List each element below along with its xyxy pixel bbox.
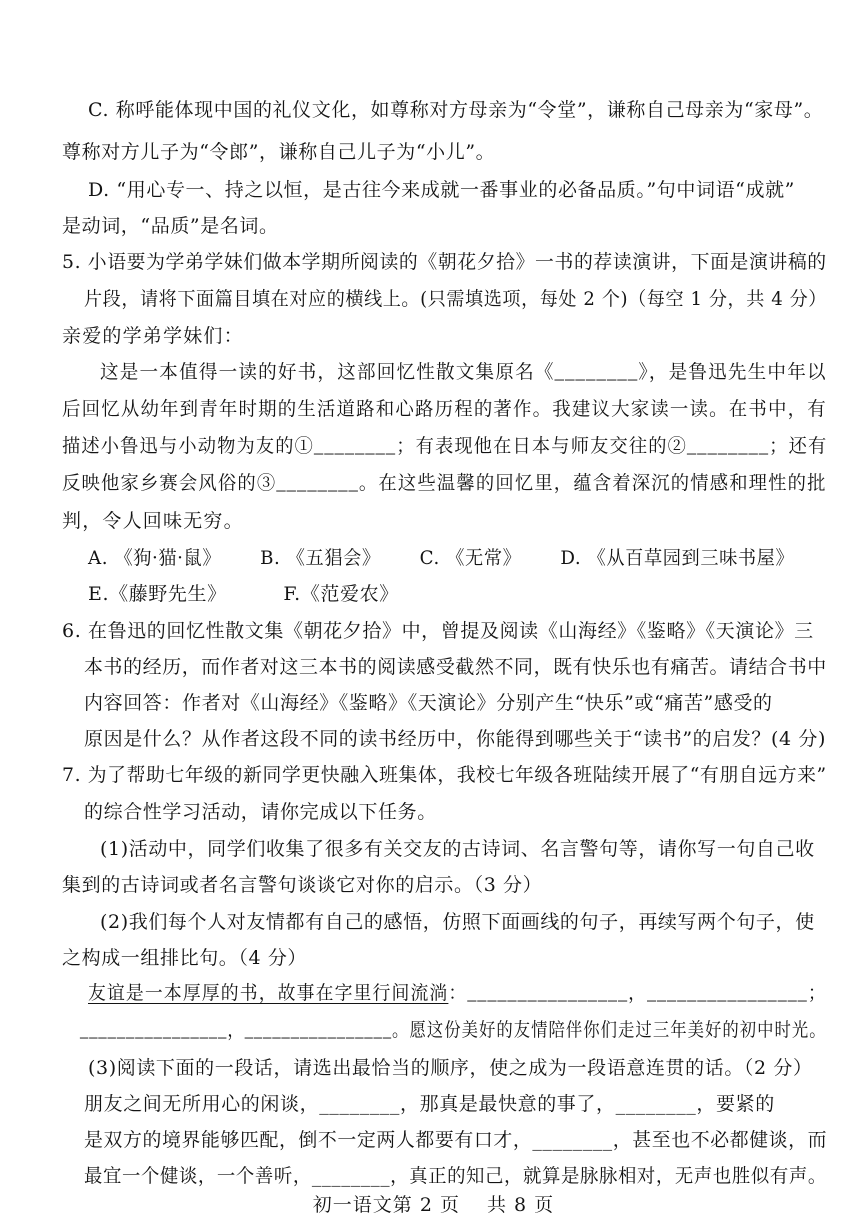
q7-sub2-line4: ________________，________________。愿这份美好的友情陪伴你们走过三年美好的初中时光。 [80,1020,827,1041]
q5-options-row1 [88,546,827,570]
q7-sub2-example-line [88,982,827,1006]
total-pages-label: 共 8 页 [487,1194,555,1216]
q6-prompt-line4: 原因是什么？从作者这段不同的读书经历中，你能得到哪些关于“读书”的启发？(4 分) [84,728,826,750]
q5-prompt-line2: 片段，请将下面篇目填在对应的横线上。(只需填选项，每处 2 个)（每空 1 分，共 4 分） [84,288,827,310]
q5-option-e: E.《藤野先生》 [88,583,227,605]
q7-sub2-line2: 之构成一组排比句。（4 分） [62,947,308,969]
q7-prompt-line1: 7. 为了帮助七年级的新同学更快融入班集体，我校七年级各班陆续开展了“有朋自远方来” [62,764,827,786]
q7-sub3-line1: (3)阅读下面的一段话，请选出最恰当的顺序，使之成为一段语意连贯的话。（2 分） [88,1057,813,1079]
q5-speech-line3: 描述小鲁迅与小动物为友的①________；有表现他在日本与师友交往的②________；还有 [62,436,828,457]
q5-option-a: A. 《狗·猫·鼠》 [88,547,222,569]
q5-speech-greeting: 亲爱的学弟学妹们： [62,326,244,347]
q4-option-c-line1: C. 称呼能体现中国的礼仪文化，如尊称对方母亲为“令堂”，谦称自己母亲为“家母”。 [88,99,824,121]
q4-option-c-line2: 尊称对方儿子为“令郎”，谦称自己儿子为“小儿”。 [62,141,496,163]
q7-sub2-answer-blanks: ：________________，________________； [448,983,827,1004]
q5-speech-line2: 后回忆从幼年到青年时期的生活道路和心路历程的著作。我建议大家读一读。在书中，有 [62,399,827,420]
q5-option-f: F.《范爱农》 [283,583,399,605]
q5-option-c: C. 《无常》 [419,547,522,569]
q5-speech-line4: 反映他家乡赛会风俗的③________。在这些温馨的回忆里，蕴含着深沉的情感和理性的批 [62,473,827,494]
q6-prompt-line2: 本书的经历，而作者对这三本书的阅读感受截然不同，既有快乐也有痛苦。请结合书中 [84,656,827,678]
q7-prompt-line2: 的综合性学习活动，请你完成以下任务。 [84,801,437,823]
q6-prompt-line3: 内容回答：作者对《山海经》《鉴略》《天演论》分别产生“快乐”或“痛苦”感受的 [84,692,773,714]
q5-option-b: B. 《五猖会》 [260,547,381,569]
q4-option-d-line2: 是动词，“品质”是名词。 [62,215,279,237]
q4-option-d-line1: D. “用心专一、持之以恒，是古往今来成就一番事业的必备品质。”句中词语“成就” [88,179,795,201]
q6-prompt-line1: 6. 在鲁迅的回忆性散文集《朝花夕拾》中，曾提及阅读《山海经》《鉴略》《天演论》三 [62,620,814,642]
q7-sub3-line3: 是双方的境界能够匹配，倒不一定两人都要有口才，________，甚至也不必都健谈，而 [84,1129,828,1151]
q7-sub3-line4: 最宜一个健谈，一个善听，________，真正的知己，就算是脉脉相对，无声也胜似有声。 [84,1165,827,1187]
q5-options-row2 [88,582,433,606]
q5-prompt-line1: 5. 小语要为学弟学妹们做本学期所阅读的《朝花夕拾》一书的荐读演讲，下面是演讲稿的 [62,251,827,273]
q5-speech-line5: 判，令人回味无穷。 [62,511,244,532]
page-footer [0,1190,867,1217]
page-number-label: 初一语文第 2 页 [312,1194,460,1216]
q7-sub1-line2: 集到的古诗词或者名言警句谈谈它对你的启示。（3 分） [62,874,543,896]
q5-speech-line1: 这是一本值得一读的好书，这部回忆性散文集原名《________》，是鲁迅先生中年以 [100,362,827,383]
q7-sub2-line1: (2)我们每个人对友情都有自己的感悟，仿照下面画线的句子，再续写两个句子，使 [100,911,815,933]
q5-option-d: D. 《从百草园到三味书屋》 [560,547,795,569]
q7-sub3-line2: 朋友之间无所用心的闲谈，________，那真是最快意的事了，________，要紧的 [84,1093,775,1115]
q7-sub2-underlined-sentence: 友谊是一本厚厚的书，故事在字里行间流淌 [88,983,449,1004]
q7-sub1-line1: (1)活动中，同学们收集了很多有关交友的古诗词、名言警句等，请你写一句自己收 [100,838,815,860]
